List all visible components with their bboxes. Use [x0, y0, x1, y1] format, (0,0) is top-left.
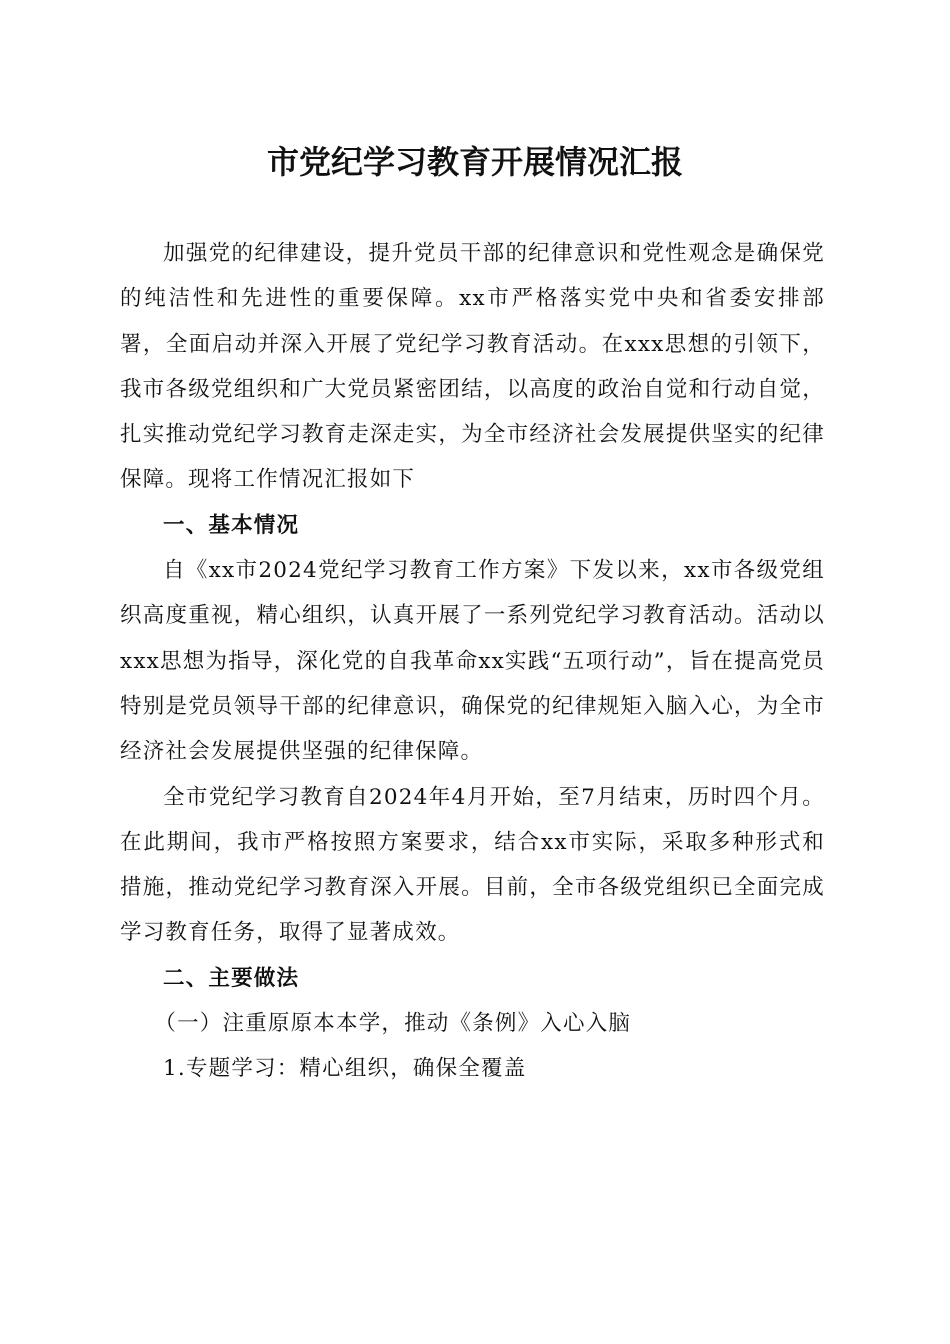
- basic-situation-paragraph-1: 自《xx市2024党纪学习教育工作方案》下发以来，xx市各级党组织高度重视，精心组织，认真开展了一系列党纪学习教育活动。活动以xxx思想为指导，深化党的自我革命xx实践“五项行动”，旨在提高党员特别是党员领导干部的纪律意识，确保党的纪律规矩入脑入心，为全市经济社会发展提供坚强的纪律保障。: [120, 558, 825, 765]
- subsection-heading: （一）注重原原本本学，推动《条例》入心入脑: [154, 1011, 632, 1037]
- section-heading-main-practices: 二、主要做法: [163, 965, 300, 991]
- document-body: [120, 231, 825, 1092]
- basic-situation-paragraph-2: 全市党纪学习教育自2024年4月开始，至7月结束，历时四个月。在此期间，我市严格按照方案要求，结合xx市实际，采取多种形式和措施，推动党纪学习教育深入开展。目前，全市各级党组织已全面完成学习教育任务，取得了显著成效。: [120, 784, 825, 946]
- list-item-heading: 1.专题学习：精心组织，确保全覆盖: [163, 1056, 527, 1082]
- document-title: 市党纪学习教育开展情况汇报: [266, 143, 683, 181]
- intro-paragraph: 加强党的纪律建设，提升党员干部的纪律意识和党性观念是确保党的纯洁性和先进性的重要保障。xx市严格落实党中央和省委安排部署，全面启动并深入开展了党纪学习教育活动。在xxx思想的引领下，我市各级党组织和广大党员紧密团结，以高度的政治自觉和行动自觉，扎实推动党纪学习教育走深走实，为全市经济社会发展提供坚实的纪律保障。现将工作情况汇报如下: [120, 241, 825, 493]
- section-heading-basic-situation: 一、基本情况: [163, 512, 300, 538]
